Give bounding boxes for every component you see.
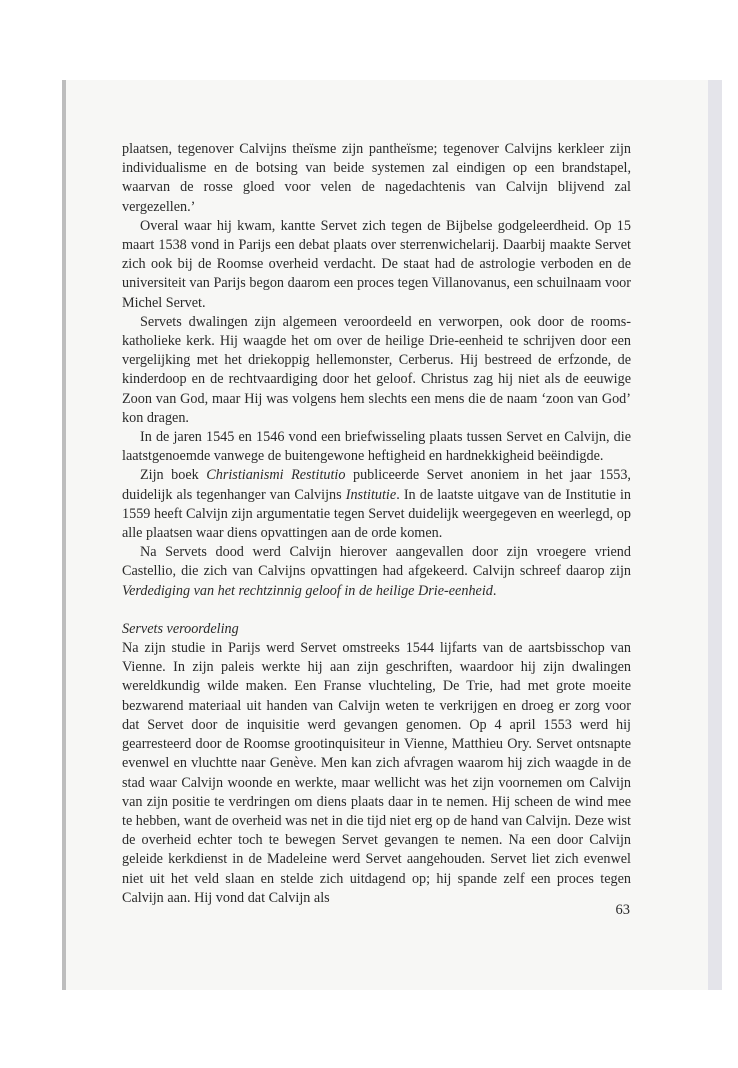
section-heading: Servets veroordeling xyxy=(122,620,239,637)
book-title: Institutie xyxy=(345,486,397,503)
paragraph: plaatsen, tegenover Calvijns theïsme zijn pantheïsme; tegenover Calvijns kerkleer zijn individualisme en de botsing van beide systemen zal eindigen op een brandstapel, waarvan de rosse gloed voor velen de nagedachtenis van Calvijn blijvend zal vergezellen.’ xyxy=(122,141,631,215)
paragraph: In de jaren 1545 en 1546 vond een briefwisseling plaats tussen Servet en Calvijn, die laatstgenoemde vanwege de buitengewone heftigheid en hardnekkigheid beëindigde. xyxy=(122,429,631,465)
book-title: Verdediging van het rechtzinnig geloof in de heilige Drie-eenheid xyxy=(122,582,493,599)
page-number: 63 xyxy=(615,902,630,918)
paragraph: Servets dwalingen zijn algemeen veroordeeld en verworpen, ook door de rooms-katholieke kerk. Hij waagde het om over de heilige Drie-eenheid te schrijven door een vergelijking met het driekoppig hellemonster, Cerberus. Hij bestreed de erfzonde, de kinderdoop en de rechtvaardiging door het geloof. Christus zag hij niet als de eeuwige Zoon van God, maar Hij was volgens hem slechts een mens die de naam ‘zoon van God’ kon dragen. xyxy=(122,313,631,426)
paragraph: Zijn boek Christianismi Restitutio publiceerde Servet anoniem in het jaar 1553, duidelijk als tegenhanger van Calvijns Institutie. In de laatste uitgave van de Institutie in 1559 heeft Calvijn zijn argumentatie tegen Servet duidelijk weergegeven en weerlegd, op alle plaatsen waar diens opvattingen aan de orde komen. xyxy=(122,467,631,542)
paragraph: Na Servets dood werd Calvijn hierover aangevallen door zijn vroegere vriend Castellio, die zich van Calvijns opvattingen had afgekeerd. Calvijn schreef daarop zijn Verdediging van het rechtzinnig geloof in de heilige Drie-eenheid. xyxy=(122,544,631,599)
paragraph: Overal waar hij kwam, kantte Servet zich tegen de Bijbelse godgeleerdheid. Op 15 maart 1538 vond in Parijs een debat plaats over sterrenwichelarij. Daarbij maakte Servet zich ook bij de Roomse overheid verdacht. De staat had de astrologie verboden en de universiteit van Parijs begon daarom een proces tegen Villanovanus, een schuilnaam voor Michel Servet. xyxy=(122,217,631,311)
page-stack-edge xyxy=(708,80,722,990)
paragraph: Na zijn studie in Parijs werd Servet omstreeks 1544 lijfarts van de aartsbisschop van Vienne. In zijn paleis werkte hij aan zijn geschriften, waardoor hij zijn dwalingen wereldkundig wilde maken. Een Franse vluchteling, De Trie, had met grote moeite bezwarend materiaal uit handen van Calvijn weten te verkrijgen en droeg er zorg voor dat Servet door de inquisitie werd gevangen genomen. Op 4 april 1553 werd hij gearresteerd door de Roomse grootinquisiteur in Vienne, Matthieu Ory. Servet ontsnapte evenwel en vluchtte naar Genève. Men kan zich afvragen waarom hij zich waagde in de stad waar Calvijn woonde en werkte, maar wellicht was het zijn voornemen om Calvijn van zijn positie te verdringen om diens plaats daar in te nemen. Hij scheen de wind mee te hebben, want de overheid was net in die tijd niet erg op de hand van Calvijn. Deze wist de overheid echter toch te bewegen Servet gevangen te nemen. Na een door Calvijn geleide kerkdienst in de Madeleine werd Servet aangehouden. Servet liet zich evenwel niet uit het veld slaan en stelde zich uitdagend op; hij spande zelf een proces tegen Calvijn aan. Hij vond dat Calvijn als xyxy=(122,640,631,906)
page-binding-edge xyxy=(62,80,66,990)
book-title: Christianismi Restitutio xyxy=(206,467,346,484)
body-text xyxy=(122,140,631,908)
